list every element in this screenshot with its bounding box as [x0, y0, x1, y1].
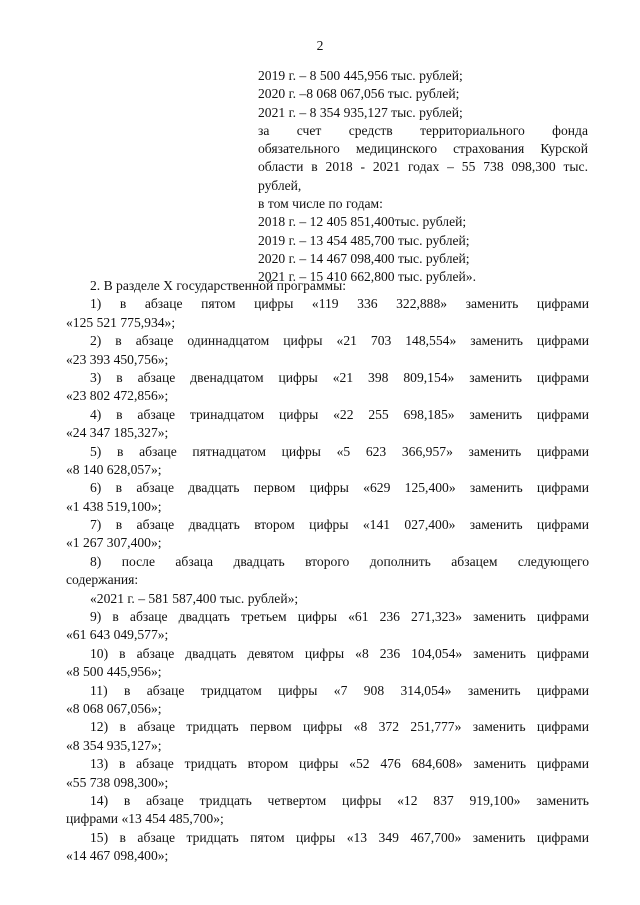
list-item: 15) в абзаце тридцать пятом цифры «13 349 467,700» заменить цифрами	[90, 829, 589, 845]
list-item-continuation: «8 354 935,127»;	[66, 737, 162, 753]
list-item: 13) в абзаце тридцать втором цифры «52 476 684,608» заменить цифрами	[90, 756, 589, 772]
text-line: за счет средств территориального фонда	[258, 122, 588, 138]
list-item-continuation: «24 347 185,327»;	[66, 425, 169, 441]
list-item: 6) в абзаце двадцать первом цифры «629 125,400» заменить цифрами	[90, 480, 589, 496]
section-heading: 2. В разделе X государственной программы:	[90, 278, 347, 293]
text-line: в том числе по годам:	[258, 196, 383, 212]
list-item-continuation: «61 643 049,577»;	[66, 627, 169, 643]
list-item: 12) в абзаце тридцать первом цифры «8 372 251,777» заменить цифрами	[90, 719, 589, 735]
list-item: 4) в абзаце тринадцатом цифры «22 255 698,185» заменить цифрами	[90, 406, 589, 422]
list-item: 14) в абзаце тридцать четвертом цифры «12 837 919,100» заменить	[90, 792, 589, 808]
text-line: 2021 г. – 15 410 662,800 тыс. рублей».	[258, 269, 476, 285]
list-item: 2) в абзаце одиннадцатом цифры «21 703 148,554» заменить цифрами	[90, 333, 589, 349]
list-item: 8) после абзаца двадцать второго дополнить абзацем следующего	[90, 553, 589, 569]
list-item: 9) в абзаце двадцать третьем цифры «61 236 271,323» заменить цифрами	[90, 609, 589, 625]
list-item-continuation: «55 738 098,300»;	[66, 774, 169, 790]
list-item-continuation: «8 068 067,056»;	[66, 700, 162, 716]
list-item-continuation: «8 500 445,956»;	[66, 664, 162, 680]
text-line: 2019 г. – 8 500 445,956 тыс. рублей;	[258, 68, 463, 83]
text-line: 2021 г. – 8 354 935,127 тыс. рублей;	[258, 104, 463, 120]
list-item-continuation: содержания:	[66, 572, 139, 588]
list-item: 11) в абзаце тридцатом цифры «7 908 314,054» заменить цифрами	[90, 682, 589, 698]
list-item-continuation: «1 267 307,400»;	[66, 535, 162, 551]
list-item-continuation: «8 140 628,057»;	[66, 461, 162, 477]
list-item-continuation: цифрами «13 454 485,700»;	[66, 811, 224, 827]
list-item: 7) в абзаце двадцать втором цифры «141 027,400» заменить цифрами	[90, 517, 589, 533]
list-item-quote: «2021 г. – 581 587,400 тыс. рублей»;	[90, 590, 299, 606]
list-item: 1) в абзаце пятом цифры «119 336 322,888» заменить цифрами	[90, 296, 589, 312]
list-item-continuation: «23 802 472,856»;	[66, 388, 169, 404]
text-line: 2019 г. – 13 454 485,700 тыс. рублей;	[258, 232, 470, 248]
list-item-continuation: «125 521 775,934»;	[66, 314, 176, 330]
text-line: обязательного медицинского страхования Курской	[258, 141, 588, 157]
list-item: 3) в абзаце двенадцатом цифры «21 398 809,154» заменить цифрами	[90, 369, 589, 385]
list-item-continuation: «23 393 450,756»;	[66, 351, 169, 367]
amendments-list	[66, 277, 589, 866]
amounts-block-1	[258, 67, 588, 287]
list-item-continuation: «1 438 519,100»;	[66, 498, 162, 514]
text-line: 2020 г. – 14 467 098,400 тыс. рублей;	[258, 250, 470, 266]
text-line: рублей,	[258, 177, 302, 193]
text-line: 2020 г. –8 068 067,056 тыс. рублей;	[258, 86, 460, 102]
page-number: 2	[316, 38, 324, 53]
list-item: 5) в абзаце пятнадцатом цифры «5 623 366,957» заменить цифрами	[90, 443, 589, 459]
text-line: области в 2018 - 2021 годах – 55 738 098,300 тыс.	[258, 159, 588, 175]
list-item-continuation: «14 467 098,400»;	[66, 848, 169, 864]
list-item: 10) в абзаце двадцать девятом цифры «8 236 104,054» заменить цифрами	[90, 645, 589, 661]
text-line: 2018 г. – 12 405 851,400тыс. рублей;	[258, 214, 467, 230]
